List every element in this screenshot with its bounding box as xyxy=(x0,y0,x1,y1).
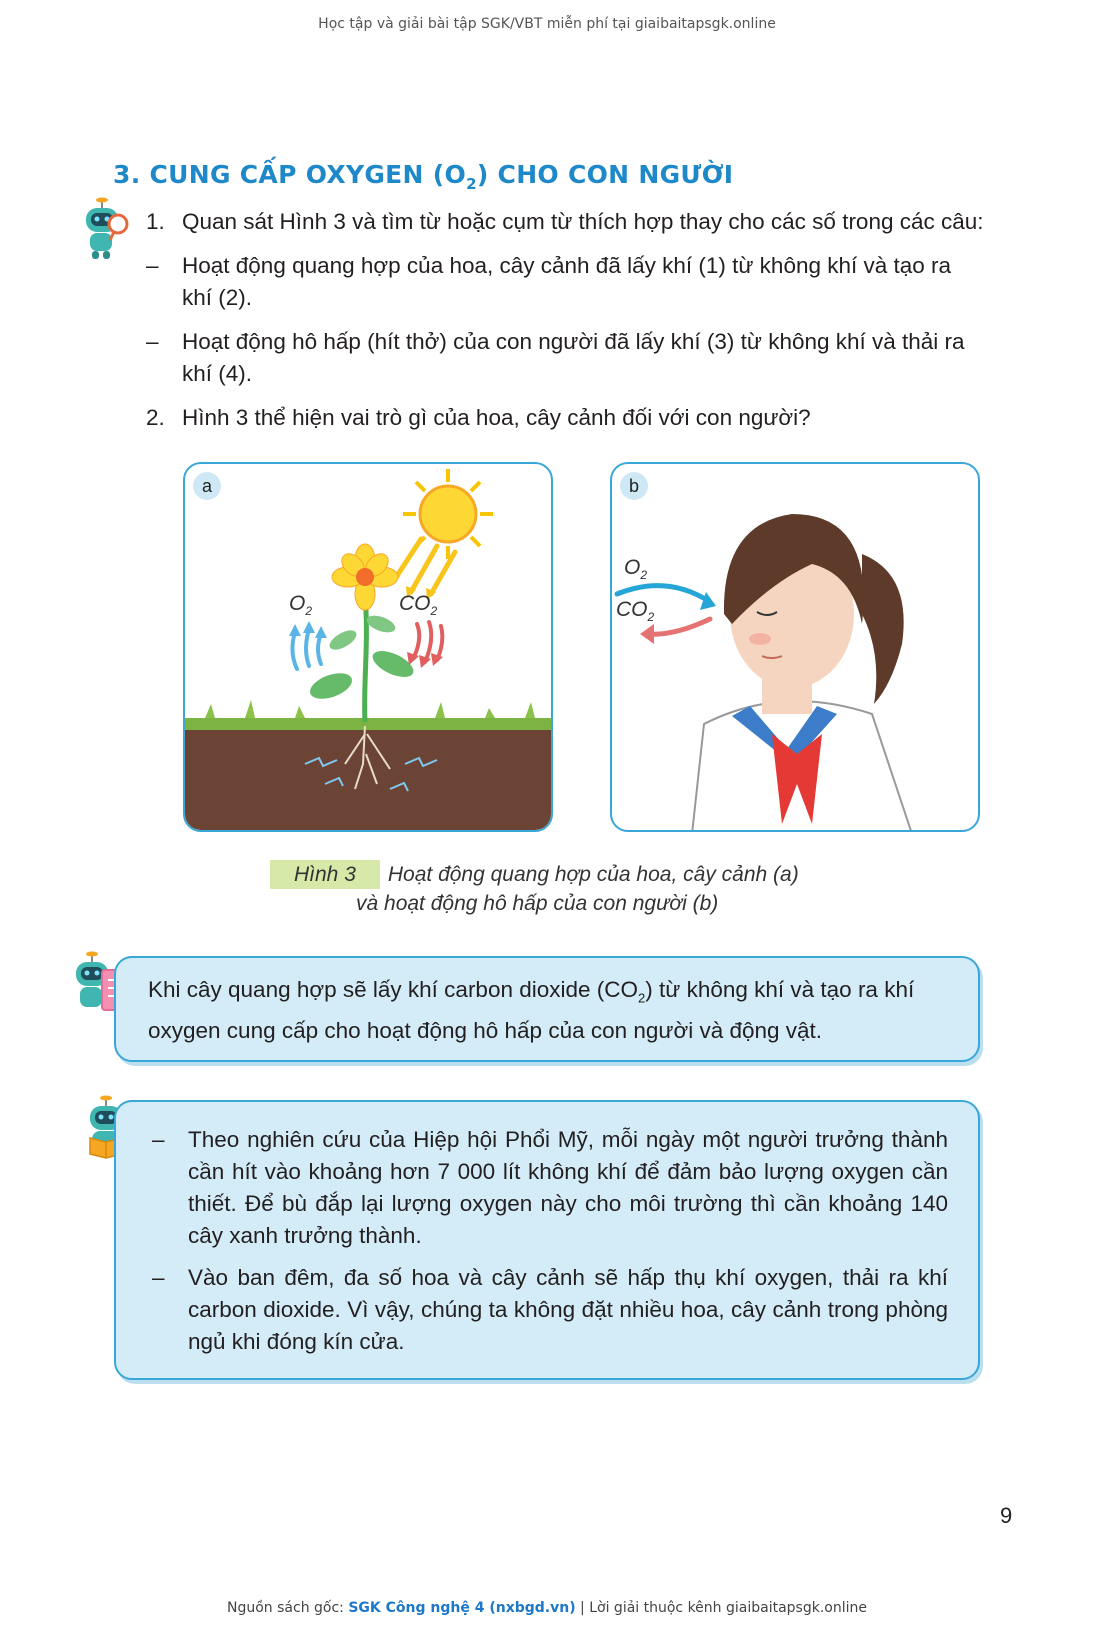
gas-label-o2-a: $O_2$ xyxy=(289,592,313,619)
figure-tag: Hình 3 xyxy=(270,860,380,889)
info-item-2: – Vào ban đêm, đa số hoa và cây cảnh sẽ hấp thụ khí oxygen, thải ra khí carbon dioxide. Vì vậy, chúng ta không đặt nhiều hoa, cây cảnh trong phòng ngủ khi đóng kín cửa. xyxy=(152,1265,948,1354)
source-link[interactable]: SGK Công nghệ 4 (nxbgd.vn) xyxy=(348,1600,576,1616)
question-1-item-2: – Hoạt động hô hấp (hít thở) của con người đã lấy khí (3) từ không khí và thải ra khí (4). xyxy=(146,329,965,386)
breathing-child-illustration xyxy=(612,464,980,832)
summary-box: Khi cây quang hợp sẽ lấy khí carbon dioxide $(CO_2)$ từ không khí và tạo ra khí oxygen cung cấp cho hoạt động hô hấp của con người và động vật. xyxy=(114,956,980,1062)
gas-label-co2-b: $CO_2$ xyxy=(616,598,655,625)
gas-label-co2-a: $CO_2$ xyxy=(399,592,438,619)
question-2: 2. Hình 3 thể hiện vai trò gì của hoa, cây cảnh đối với con người? xyxy=(146,405,811,430)
header-note: Học tập và giải bài tập SGK/VBT miễn phí tại giaibaitapsgk.online xyxy=(318,16,776,32)
figure-panel-b xyxy=(610,462,980,832)
page-number: 9 xyxy=(1000,1503,1013,1528)
gas-label-o2-b: $O_2$ xyxy=(624,556,648,583)
section-title: 3. CUNG CẤP OXYGEN $(O_2)$ CHO CON NGƯỜI xyxy=(113,160,734,193)
figure-caption: Hình 3 Hoạt động quang hợp của hoa, cây cảnh (a) và hoạt động hô hấp của con người (b) xyxy=(270,860,830,918)
panel-a-tag: a xyxy=(193,472,221,500)
question-1-item-1: – Hoạt động quang hợp của hoa, cây cảnh đã lấy khí (1) từ không khí và tạo ra khí (2). xyxy=(146,253,952,310)
footer-note: Nguồn sách gốc: SGK Công nghệ 4 (nxbgd.vn) | Lời giải thuộc kênh giaibaitapsgk.online xyxy=(227,1600,867,1616)
panel-b-tag: b xyxy=(620,472,648,500)
info-box xyxy=(114,1100,980,1380)
photosynthesis-illustration xyxy=(185,464,553,832)
figure-panel-a xyxy=(183,462,553,832)
question-list xyxy=(146,206,986,446)
question-1: 1. Quan sát Hình 3 và tìm từ hoặc cụm từ thích hợp thay cho các số trong các câu: xyxy=(146,209,984,234)
info-item-1: – Theo nghiên cứu của Hiệp hội Phổi Mỹ, mỗi ngày một người trưởng thành cần hít vào khoảng hơn 7 000 lít không khí để đảm bảo lượng oxygen cần thiết. Để bù đắp lại lượng oxygen này cho môi trường thì cần khoảng 140 cây xanh trưởng thành. xyxy=(152,1127,948,1248)
robot-magnifier-icon xyxy=(80,196,132,262)
